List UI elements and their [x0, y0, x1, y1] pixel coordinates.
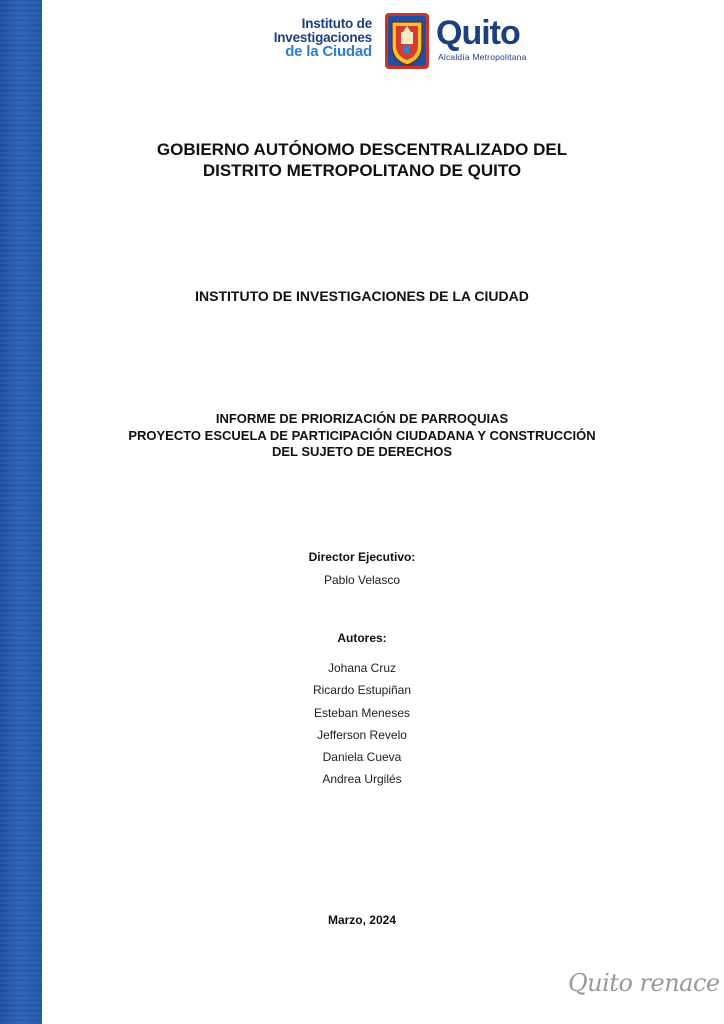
report-title — [42, 411, 682, 461]
government-title — [42, 139, 682, 181]
report-title-line: INFORME DE PRIORIZACIÓN DE PARROQUIAS — [215, 411, 509, 426]
author-name: Andrea Urgilés — [322, 772, 402, 787]
government-title-line: GOBIERNO AUTÓNOMO DESCENTRALIZADO DEL — [156, 140, 568, 159]
report-date: Marzo, 2024 — [327, 913, 397, 927]
header-logos — [254, 12, 554, 74]
author-name: Johana Cruz — [327, 661, 397, 675]
institute-title: INSTITUTO DE INVESTIGACIONES DE LA CIUDAD — [195, 288, 529, 304]
side-decorative-bar — [0, 0, 42, 1024]
institute-logo-line: Investigaciones — [273, 30, 372, 45]
municipality-wordmark: Quito — [436, 14, 520, 52]
author-name: Jefferson Revelo — [317, 727, 407, 742]
director-name: Pablo Velasco — [323, 573, 401, 587]
institute-logo-line: de la Ciudad — [285, 43, 372, 60]
author-name: Daniela Cueva — [322, 750, 402, 765]
report-title-line: PROYECTO ESCUELA DE PARTICIPACIÓN CIUDADANA Y CONSTRUCCIÓN — [128, 427, 596, 443]
government-title-line: DISTRITO METROPOLITANO DE QUITO — [202, 161, 522, 180]
coat-of-arms-icon — [384, 12, 430, 70]
institute-logo — [254, 17, 372, 59]
authors-label: Autores: — [337, 631, 387, 645]
author-name: Ricardo Estupiñan — [312, 683, 412, 698]
report-title-line: DEL SUJETO DE DERECHOS — [271, 444, 453, 459]
institute-logo-line: Instituto de — [301, 16, 372, 31]
author-name: Esteban Meneses — [313, 705, 411, 720]
authors-list — [42, 660, 682, 794]
municipality-subtitle: Alcaldía Metropolitana — [438, 52, 527, 62]
footer-slogan: Quito renace — [568, 969, 720, 997]
director-label: Director Ejecutivo: — [308, 550, 416, 564]
